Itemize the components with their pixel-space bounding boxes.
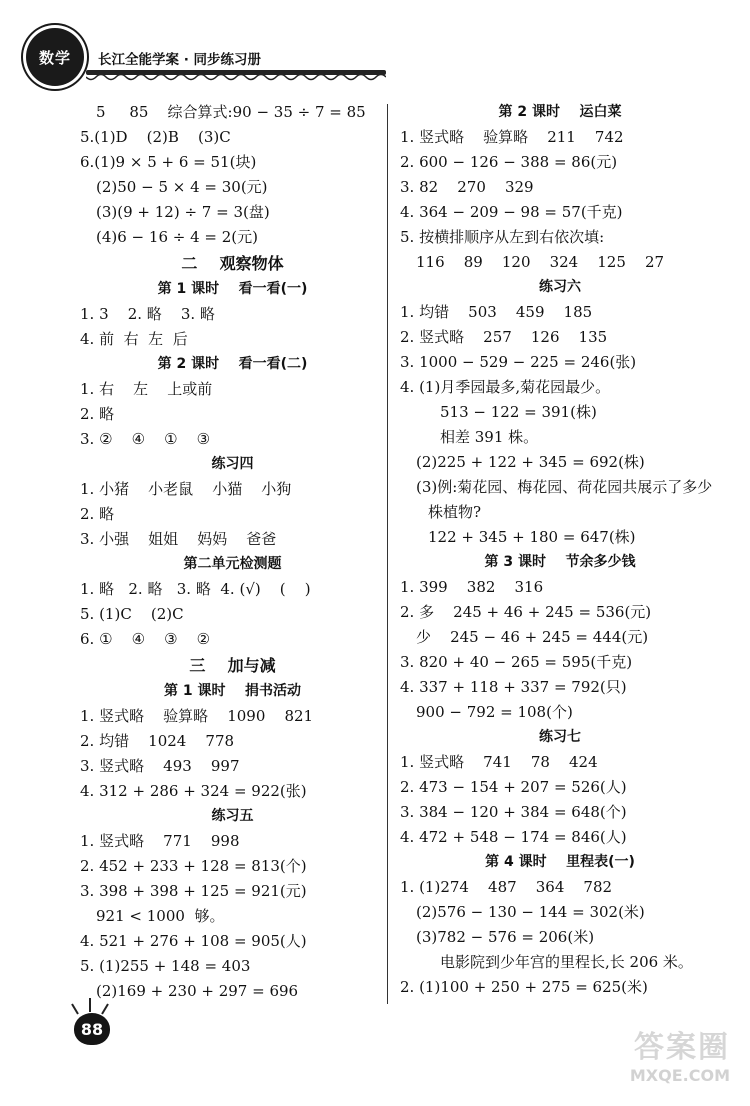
answer-line: 122 + 345 + 180 = 647(株) [428,528,636,546]
answer-line: 513 − 122 = 391(株) [440,403,597,421]
answer-line: 4. 337 + 118 + 337 = 792(只) [400,678,627,696]
answer-line: 5.(1)D (2)B (3)C [80,128,231,146]
answer-line: 2. (1)100 + 250 + 275 = 625(米) [400,978,648,996]
section-heading: 二 观察物体 [181,254,284,273]
section-heading: 第二单元检测题 [183,556,282,572]
answer-line: 4. 前 右 左 后 [80,330,188,348]
subject-badge-label: 数学 [38,48,71,67]
answer-line: 1. (1)274 487 364 782 [400,878,613,896]
section-heading: 第 1 课时 捐书活动 [164,683,301,699]
section-heading: 练习六 [539,279,581,295]
watermark [580,1022,730,1092]
section-heading: 第 1 课时 看一看(一) [157,281,308,297]
answer-line: 5. (1)C (2)C [80,605,184,623]
answer-line: 921 < 1000 够。 [96,907,225,925]
answer-line: 3. 384 − 120 + 384 = 648(个) [400,803,627,821]
answer-line: 1. 右 左 上或前 [80,380,213,398]
answer-line: (4)6 − 16 ÷ 4 = 2(元) [96,228,258,246]
answer-line: 6. ① ④ ③ ② [80,630,211,648]
header-wave-decoration [86,72,386,82]
answer-line: (2)50 − 5 × 4 = 30(元) [96,178,268,196]
subject-badge [26,28,84,86]
answer-line: 3. 82 270 329 [400,178,534,196]
watermark-logo: 答案圈 [634,1030,730,1065]
answer-line: 5. 按横排顺序从左到右依次填: [400,228,605,246]
answer-line: 4. 521 + 276 + 108 = 905(人) [80,932,307,950]
answer-line: 1. 竖式略 771 998 [80,832,240,850]
answer-line: 3. 398 + 398 + 125 = 921(元) [80,882,307,900]
answer-line: 5. (1)255 + 148 = 403 [80,957,251,975]
answer-line: 2. 略 [80,405,115,423]
answer-line: 3. 1000 − 529 − 225 = 246(张) [400,353,637,371]
answer-line: 1. 略 2. 略 3. 略 4. (√) ( ) [80,580,311,598]
answer-line: 2. 600 − 126 − 388 = 86(元) [400,153,618,171]
answer-line: 1. 竖式略 验算略 211 742 [400,128,624,146]
section-heading: 第 2 课时 运白菜 [498,104,622,120]
answer-line: 6.(1)9 × 5 + 6 = 51(块) [80,153,257,171]
answer-line: 4. (1)月季园最多,菊花园最少。 [400,378,611,396]
section-heading: 第 4 课时 里程表(一) [485,854,635,870]
answer-line: 2. 473 − 154 + 207 = 526(人) [400,778,627,796]
answer-line: 1. 小猪 小老鼠 小猫 小狗 [80,480,292,498]
book-title: 长江全能学案 · 同步练习册 [98,52,262,68]
page-number: 88 [74,1013,110,1045]
answer-line: (3)例:菊花园、梅花园、荷花园共展示了多少 [416,478,713,496]
section-heading: 第 2 课时 看一看(二) [157,356,308,372]
answer-line: 少 245 − 46 + 245 = 444(元) [416,628,649,646]
answer-line: 3. 小强 姐姐 妈妈 爸爸 [80,530,277,548]
section-heading: 第 3 课时 节余多少钱 [484,554,636,570]
column-divider [387,104,388,1004]
answer-line: 3. 竖式略 493 997 [80,757,240,775]
answer-line: 4. 312 + 286 + 324 = 922(张) [80,782,307,800]
answer-line: 2. 略 [80,505,115,523]
answer-column-right [400,100,720,1000]
answer-line: (2)576 − 130 − 144 = 302(米) [416,903,645,921]
answer-line: (2)169 + 230 + 297 = 696 [96,982,299,1000]
section-heading: 练习四 [211,456,254,472]
answer-line: 4. 472 + 548 − 174 = 846(人) [400,828,627,846]
answer-line: 5 85 综合算式:90 − 35 ÷ 7 = 85 [96,103,366,121]
answer-line: 4. 364 − 209 − 98 = 57(千克) [400,203,623,221]
answer-line: 1. 竖式略 741 78 424 [400,753,598,771]
answer-line: 900 − 792 = 108(个) [416,703,573,721]
answer-line: 1. 399 382 316 [400,578,544,596]
answer-line: 株植物? [428,503,482,521]
page-header [0,0,750,100]
answer-line: (2)225 + 122 + 345 = 692(株) [416,453,645,471]
section-heading: 练习五 [211,808,254,824]
answer-line: 1. 均错 503 459 185 [400,303,593,321]
section-heading: 练习七 [539,729,581,745]
answer-line: (3)(9 + 12) ÷ 7 = 3(盘) [96,203,270,221]
answer-line: 116 89 120 324 125 27 [416,253,665,271]
answer-line: 电影院到少年宫的里程长,长 206 米。 [440,953,693,971]
answer-line: 相差 391 株。 [440,428,539,446]
answer-line: 2. 452 + 233 + 128 = 813(个) [80,857,307,875]
answer-line: 1. 3 2. 略 3. 略 [80,305,215,323]
answer-line: 2. 竖式略 257 126 135 [400,328,608,346]
answer-line: (3)782 − 576 = 206(米) [416,928,595,946]
answer-line: 1. 竖式略 验算略 1090 821 [80,707,314,725]
section-heading: 三 加与减 [189,656,276,675]
answer-line: 2. 多 245 + 46 + 245 = 536(元) [400,603,652,621]
watermark-url: MXQE.COM [629,1066,730,1085]
answer-line: 2. 均错 1024 778 [80,732,235,750]
answer-column-left [80,100,385,1004]
answer-line: 3. ② ④ ① ③ [80,430,211,448]
answer-line: 3. 820 + 40 − 265 = 595(千克) [400,653,633,671]
